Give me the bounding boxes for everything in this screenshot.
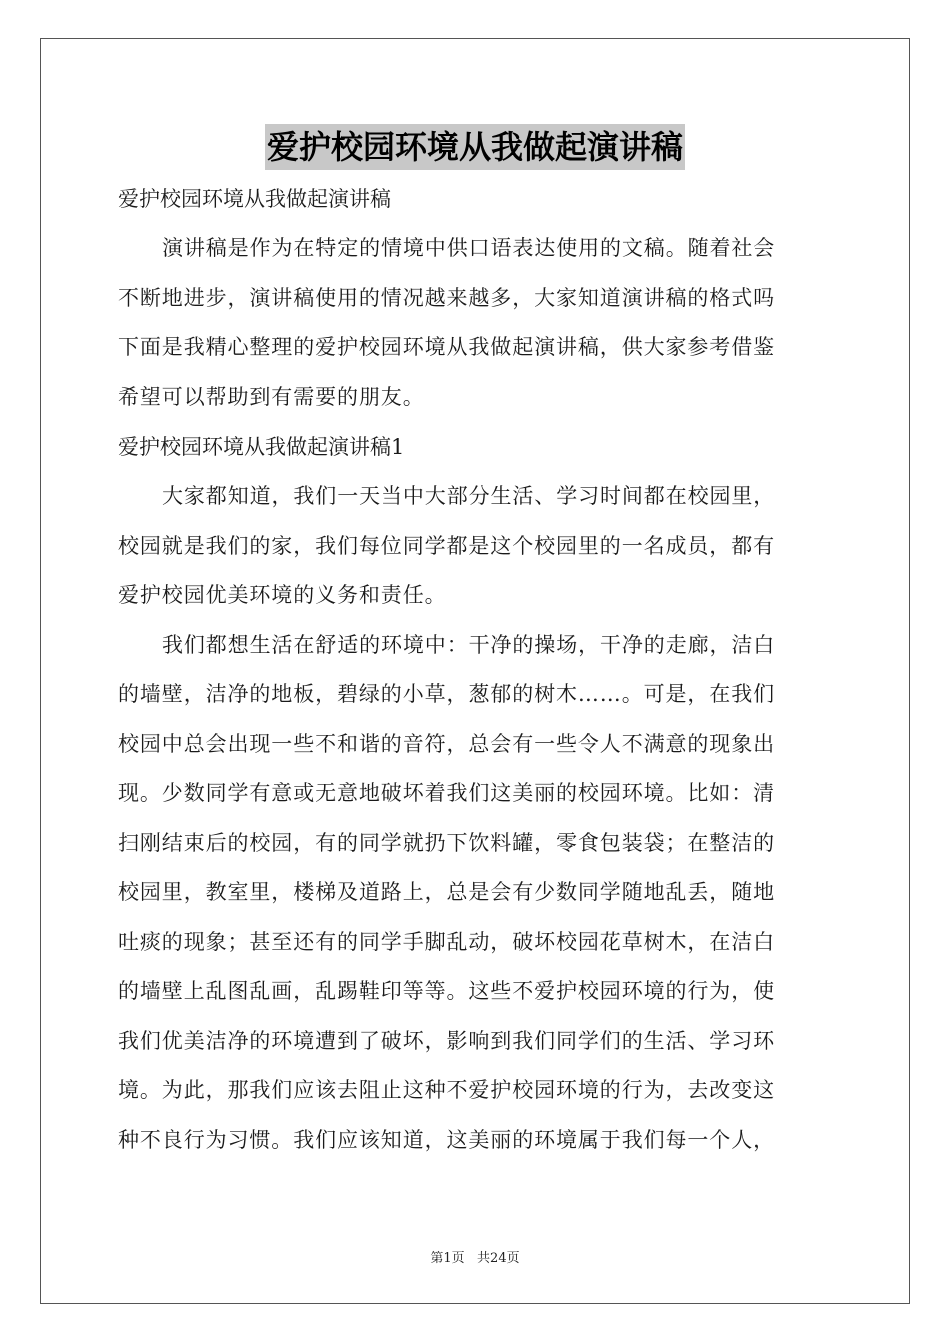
paragraph-line: 爱护校园优美环境的义务和责任。	[118, 583, 447, 607]
body-paragraph-1	[118, 472, 834, 621]
paragraph-line: 校园里，教室里，楼梯及道路上，总是会有少数同学随地乱丢，随地	[118, 880, 775, 904]
paragraph-line: 现。少数同学有意或无意地破坏着我们这美丽的校园环境。比如：清	[118, 781, 775, 805]
document-title: 爱护校园环境从我做起演讲稿	[265, 124, 685, 170]
paragraph-line: 我们优美洁净的环境遭到了破坏，影响到我们同学们的生活、学习环	[118, 1028, 775, 1053]
intro-paragraph	[118, 224, 834, 422]
paragraph-line: 演讲稿是作为在特定的情境中供口语表达使用的文稿。随着社会	[162, 236, 776, 260]
document-body	[118, 174, 834, 1165]
section-heading: 爱护校园环境从我做起演讲稿1	[118, 435, 405, 459]
body-paragraph-2	[118, 621, 834, 1166]
paragraph-line: 种不良行为习惯。我们应该知道，这美丽的环境属于我们每一个人，	[118, 1127, 775, 1152]
paragraph-line: 的墙壁上乱图乱画，乱踢鞋印等等。这些不爱护校园环境的行为，使	[118, 979, 775, 1003]
page-number: 第1页 共24页	[430, 1251, 520, 1266]
paragraph-line: 境。为此，那我们应该去阻止这种不爱护校园环境的行为，去改变这	[118, 1078, 775, 1102]
title-area	[0, 124, 950, 170]
paragraph-line: 扫刚结束后的校园，有的同学就扔下饮料罐，零食包装袋；在整洁的	[118, 830, 775, 855]
paragraph-line: 不断地进步，演讲稿使用的情况越来越多，大家知道演讲稿的格式吗	[118, 285, 775, 310]
document-subtitle: 爱护校园环境从我做起演讲稿	[118, 187, 391, 211]
paragraph-line: 校园就是我们的家，我们每位同学都是这个校园里的一名成员，都有	[118, 533, 775, 558]
paragraph-line: 大家都知道，我们一天当中大部分生活、学习时间都在校园里，	[162, 484, 776, 508]
paragraph-line: 吐痰的现象；甚至还有的同学手脚乱动，破坏校园花草树木，在洁白	[118, 929, 775, 954]
paragraph-line: 校园中总会出现一些不和谐的音符，总会有一些令人不满意的现象出	[118, 731, 775, 756]
paragraph-line: 下面是我精心整理的爱护校园环境从我做起演讲稿，供大家参考借鉴	[118, 335, 775, 359]
paragraph-line: 希望可以帮助到有需要的朋友。	[118, 384, 425, 409]
paragraph-line: 的墙壁，洁净的地板，碧绿的小草，葱郁的树木……。可是，在我们	[118, 682, 775, 706]
paragraph-line: 我们都想生活在舒适的环境中：干净的操场，干净的走廊，洁白	[162, 632, 776, 657]
